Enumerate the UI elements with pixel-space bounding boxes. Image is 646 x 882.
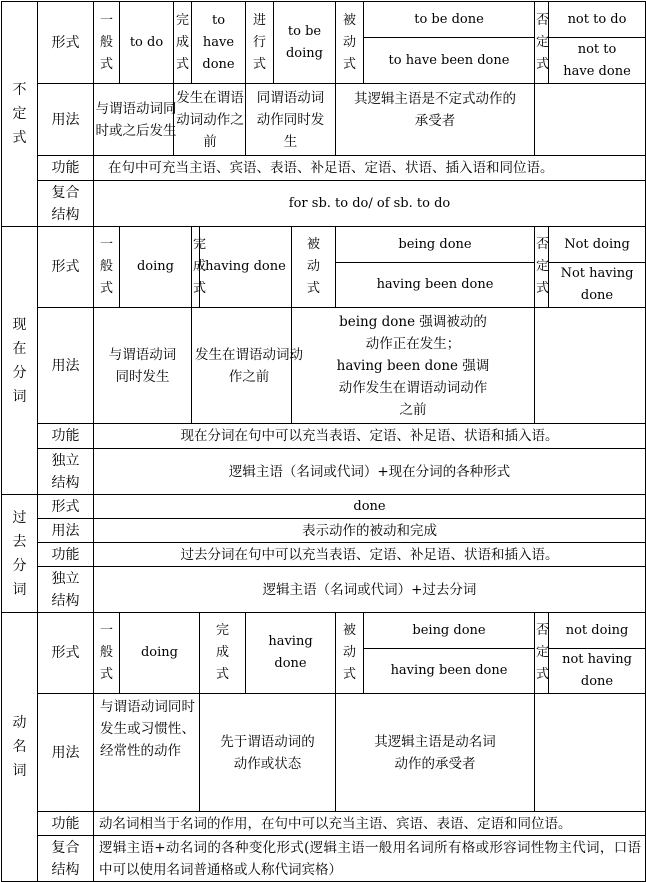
gerund-compound: 逻辑主语+动名词的各种变化形式(逻辑主语一般用名词所有格或形容词性物主代词，口语中可以使用名词普通格或人称代词宾格）: [94, 836, 646, 882]
infinitive-usage-label: 用法: [38, 84, 94, 156]
present-participle-usage-passive-2: having been done 强调动作发生在谓语动词动作之前: [336, 357, 490, 418]
present-participle-usage-perfect: 发生在谓语动词动作之前: [192, 308, 292, 424]
present-participle-form-label: 形式: [38, 227, 94, 308]
past-participle-absolute: 逻辑主语（名词或代词）+过去分词: [94, 567, 646, 613]
present-participle-negative-label: 否定式: [535, 227, 549, 308]
present-participle-negative-1: Not doing: [549, 227, 646, 263]
present-participle-perfect-label: 完成式: [192, 227, 200, 308]
infinitive-progressive-label: 进行式: [246, 2, 274, 84]
present-participle-passive-1: being done: [336, 227, 535, 263]
present-participle-perfect: having done: [200, 227, 292, 308]
infinitive-simple-label: 一般式: [94, 2, 120, 84]
gerund-passive-label: 被动式: [336, 613, 364, 694]
infinitive-negative-label: 否定式: [535, 2, 549, 84]
gerund-passive-1: being done: [364, 613, 535, 649]
past-participle-form: done: [94, 495, 646, 519]
infinitive-passive-1: to be done: [364, 2, 535, 38]
gerund-usage-simple: 与谓语动词同时发生或习惯性、经常性的动作: [94, 694, 200, 812]
present-participle-usage-simple: 与谓语动词同时发生: [94, 308, 192, 424]
present-participle-simple-label: 一般式: [94, 227, 120, 308]
gerund-negative-label: 否定式: [535, 613, 549, 694]
gerund-usage-passive: 其逻辑主语是动名词动作的承受者: [336, 694, 535, 812]
infinitive-passive-2: to have been done: [364, 38, 535, 84]
gerund-usage-label: 用法: [38, 694, 94, 812]
present-participle-usage-passive-1: being done 强调被动的动作正在发生；: [339, 313, 487, 352]
gerund-negative-1: not doing: [549, 613, 646, 649]
infinitive-function-label: 功能: [38, 156, 94, 181]
gerund-usage-perfect: 先于谓语动词的动作或状态: [200, 694, 336, 812]
gerund-function-label: 功能: [38, 812, 94, 836]
infinitive-simple: to do: [120, 2, 174, 84]
present-participle-usage-passive: [292, 308, 535, 424]
present-participle-passive-label: 被动式: [292, 227, 336, 308]
infinitive-usage-empty: [535, 84, 646, 156]
infinitive-form-label: 形式: [38, 2, 94, 84]
infinitive-perfect-label: 完成式: [174, 2, 192, 84]
present-participle-passive-2: having been done: [336, 263, 535, 308]
past-participle-function: 过去分词在句中可以充当表语、定语、补足语、状语和插入语。: [94, 543, 646, 567]
infinitive-usage-perfect: 发生在谓语动词动作之前: [174, 84, 246, 156]
gerund-category: 动名词: [2, 613, 38, 882]
past-participle-usage-label: 用法: [38, 519, 94, 543]
present-participle-usage-label: 用法: [38, 308, 94, 424]
infinitive-function: 在句中可充当主语、宾语、表语、补足语、定语、状语、插入语和同位语。: [94, 156, 646, 181]
present-participle-function: 现在分词在句中可以充当表语、定语、补足语、状语和插入语。: [94, 424, 646, 449]
gerund-compound-label: 复合结构: [38, 836, 94, 882]
past-participle-category: 过去分词: [2, 495, 38, 613]
gerund-form-label: 形式: [38, 613, 94, 694]
past-participle-absolute-label: 独立结构: [38, 567, 94, 613]
infinitive-passive-label: 被动式: [336, 2, 364, 84]
past-participle-form-label: 形式: [38, 495, 94, 519]
present-participle-function-label: 功能: [38, 424, 94, 449]
gerund-perfect: having done: [246, 613, 336, 694]
infinitive-usage-simple: 与谓语动词同时或之后发生: [94, 84, 174, 156]
gerund-passive-2: having been done: [364, 649, 535, 694]
gerund-usage-empty: [535, 694, 646, 812]
present-participle-category: 现在分词: [2, 227, 38, 495]
infinitive-category: 不定式: [2, 2, 38, 227]
gerund-simple-label: 一般式: [94, 613, 120, 694]
present-participle-negative-2: Not having done: [549, 263, 646, 308]
present-participle-absolute: 逻辑主语（名词或代词）+现在分词的各种形式: [94, 449, 646, 495]
present-participle-absolute-label: 独立结构: [38, 449, 94, 495]
present-participle-usage-empty: [535, 308, 646, 424]
infinitive-perfect: to have done: [192, 2, 246, 84]
gerund-function: 动名词相当于名词的作用，在句中可以充当主语、宾语、表语、定语和同位语。: [94, 812, 646, 836]
present-participle-simple: doing: [120, 227, 192, 308]
infinitive-compound: for sb. to do/ of sb. to do: [94, 181, 646, 227]
infinitive-negative-1: not to do: [549, 2, 646, 38]
infinitive-progressive: to be doing: [274, 2, 336, 84]
gerund-negative-2: not having done: [549, 649, 646, 694]
past-participle-function-label: 功能: [38, 543, 94, 567]
past-participle-usage: 表示动作的被动和完成: [94, 519, 646, 543]
nonfinite-verb-table: [1, 1, 646, 882]
infinitive-compound-label: 复合结构: [38, 181, 94, 227]
infinitive-usage-passive: 其逻辑主语是不定式动作的承受者: [336, 84, 535, 156]
infinitive-negative-2: not to have done: [549, 38, 646, 84]
gerund-simple: doing: [120, 613, 200, 694]
infinitive-usage-progressive: 同谓语动词动作同时发生: [246, 84, 336, 156]
gerund-perfect-label: 完成式: [200, 613, 246, 694]
